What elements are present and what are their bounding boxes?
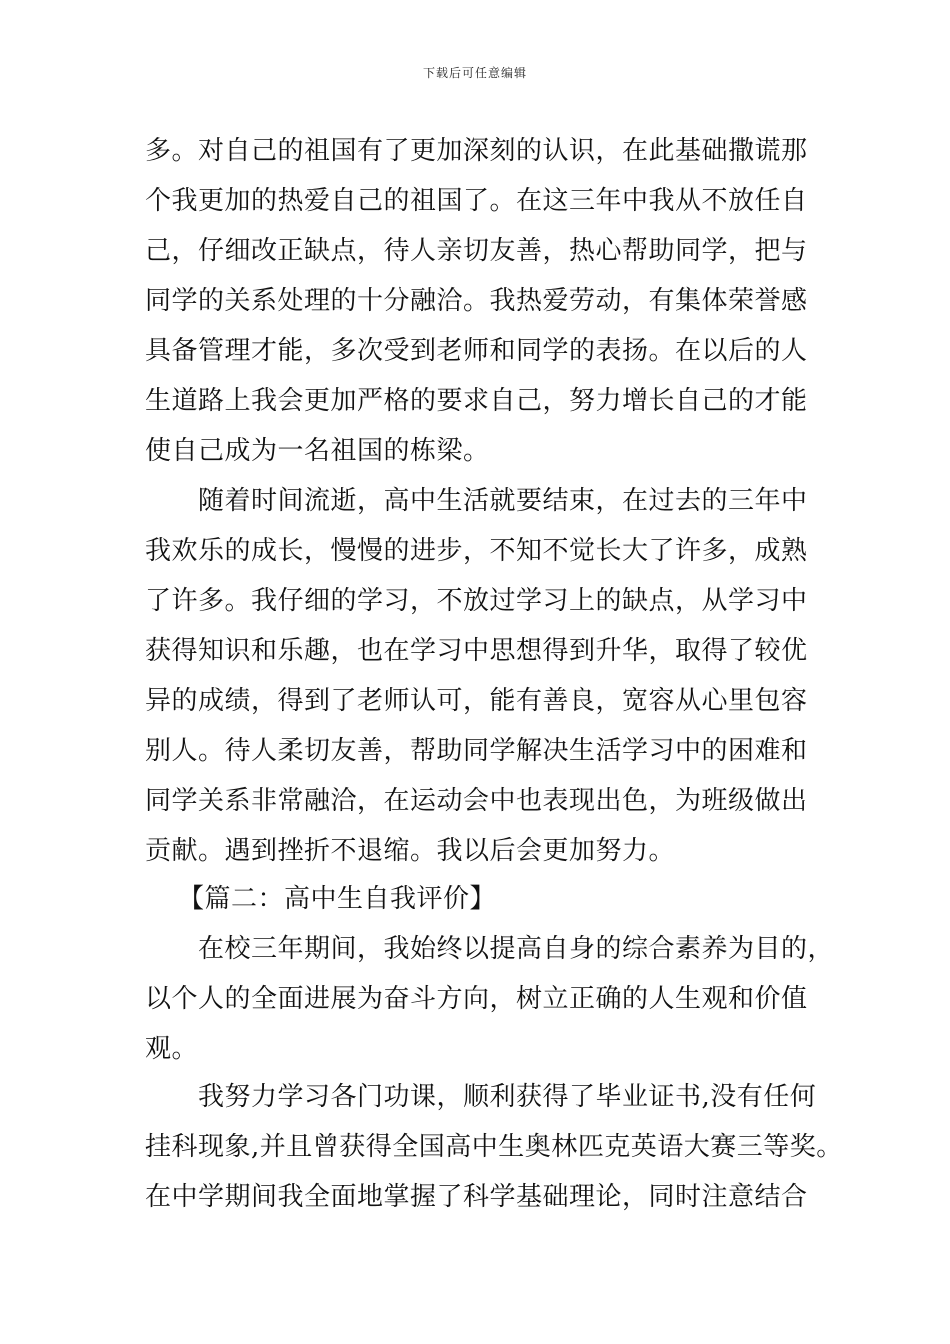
text-line: 个我更加的热爱自己的祖国了。在这三年中我从不放任自 xyxy=(145,186,808,216)
text-line: 异的成绩，得到了老师认可，能有善良，宽容从心里包容 xyxy=(145,686,808,716)
paragraph-first-line: 随着时间流逝，高中生活就要结束，在过去的三年中 xyxy=(198,486,808,516)
text-line: 在中学期间我全面地掌握了科学基础理论，同时注意结合 xyxy=(145,1182,808,1212)
text-line: 了许多。我仔细的学习，不放过学习上的缺点，从学习中 xyxy=(145,586,808,616)
text-line: 同学关系非常融洽，在运动会中也表现出色，为班级做出 xyxy=(145,786,808,816)
text-line: 以个人的全面进展为奋斗方向，树立正确的人生观和价值 xyxy=(145,984,808,1014)
text-line: 获得知识和乐趣，也在学习中思想得到升华，取得了较优 xyxy=(145,636,808,666)
text-line: 同学的关系处理的十分融洽。我热爱劳动，有集体荣誉感 xyxy=(145,286,808,316)
text-line: 己，仔细改正缺点，待人亲切友善，热心帮助同学，把与 xyxy=(145,236,808,266)
text-line: 贡献。遇到挫折不退缩。我以后会更加努力。 xyxy=(145,836,676,866)
text-line: 观。 xyxy=(145,1034,199,1064)
text-line: 挂科现象,并且曾获得全国高中生奥林匹克英语大赛三等奖。 xyxy=(145,1132,843,1162)
paragraph-first-line: 我努力学习各门功课，顺利获得了毕业证书,没有任何 xyxy=(198,1082,817,1112)
text-line: 生道路上我会更加严格的要求自己，努力增长自己的才能 xyxy=(145,386,808,416)
text-line: 具备管理才能，多次受到老师和同学的表扬。在以后的人 xyxy=(145,336,808,366)
text-line: 多。对自己的祖国有了更加深刻的认识，在此基础撒谎那 xyxy=(145,136,808,166)
text-line: 别人。待人柔切友善，帮助同学解决生活学习中的困难和 xyxy=(145,736,808,766)
header-note: 下载后可任意编辑 xyxy=(422,66,527,80)
paragraph-first-line: 在校三年期间，我始终以提高自身的综合素养为目的， xyxy=(198,934,835,964)
section-heading: 【篇二：高中生自我评价】 xyxy=(178,884,497,914)
text-line: 我欢乐的成长，慢慢的进步，不知不觉长大了许多，成熟 xyxy=(145,536,808,566)
text-line: 使自己成为一名祖国的栋梁。 xyxy=(145,436,490,466)
